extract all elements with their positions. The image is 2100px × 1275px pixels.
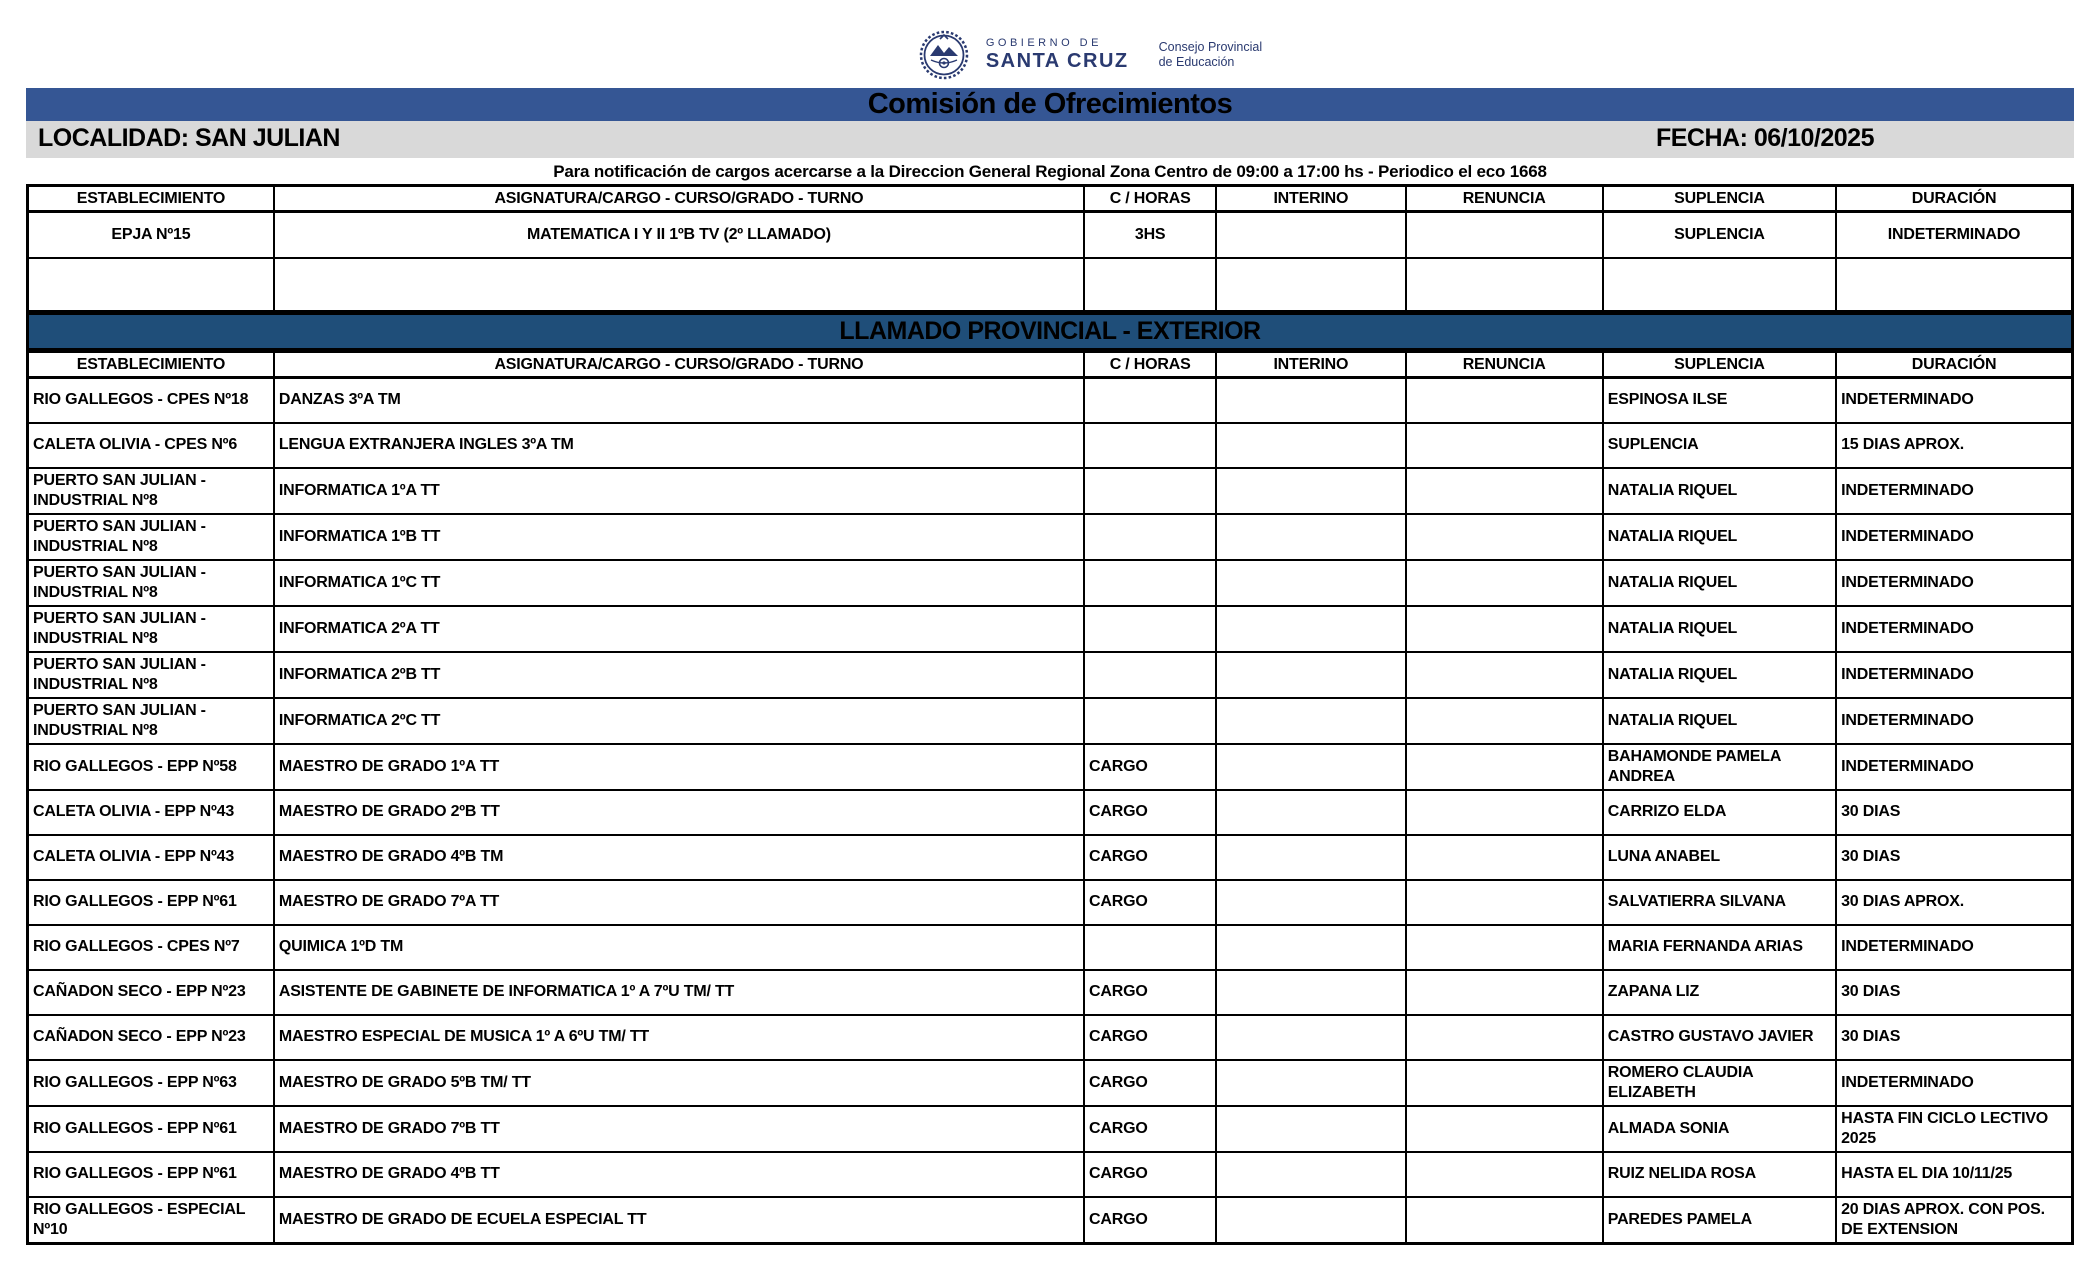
table-row [28, 652, 2073, 698]
table-cell: HASTA FIN CICLO LECTIVO 2025 [1836, 1106, 2072, 1152]
table-cell [1406, 1060, 1603, 1106]
notification-notice: Para notificación de cargos acercarse a la Direccion General Regional Zona Centro de 09:00 a 17:00 hs - Periodico el eco 1668 [553, 162, 1547, 181]
table-cell: INDETERMINADO [1836, 744, 2072, 790]
table-row [28, 560, 2073, 606]
table-cell: CARGO [1084, 1106, 1216, 1152]
table-row [28, 258, 2073, 312]
santa-cruz-label: SANTA CRUZ [985, 50, 1129, 73]
column-header: SUPLENCIA [1603, 186, 1836, 212]
table-row [28, 468, 2073, 514]
table-cell [274, 258, 1084, 312]
table-cell: NATALIA RIQUEL [1603, 514, 1836, 560]
table-cell [1216, 1015, 1405, 1060]
table-cell: INFORMATICA 2ºB TT [274, 652, 1084, 698]
table-cell: RUIZ NELIDA ROSA [1603, 1152, 1836, 1197]
table-cell: 30 DIAS [1836, 835, 2072, 880]
table-cell [1084, 258, 1216, 312]
table-cell: BAHAMONDE PAMELA ANDREA [1603, 744, 1836, 790]
table-row [28, 378, 2073, 423]
table-cell: 20 DIAS APROX. CON POS. DE EXTENSION [1836, 1197, 2072, 1244]
table-cell: INDETERMINADO [1836, 560, 2072, 606]
table-cell [1216, 1060, 1405, 1106]
table-cell [1406, 1152, 1603, 1197]
table-cell: INFORMATICA 1ºC TT [274, 560, 1084, 606]
table-cell [1216, 790, 1405, 835]
table-cell [1406, 835, 1603, 880]
table-cell: RIO GALLEGOS - CPES Nº7 [28, 925, 274, 970]
table-cell [1084, 468, 1216, 514]
table-cell [1406, 970, 1603, 1015]
table-cell: 30 DIAS [1836, 790, 2072, 835]
table-cell: INFORMATICA 2ºA TT [274, 606, 1084, 652]
table-cell: MAESTRO DE GRADO 7ºA TT [274, 880, 1084, 925]
table-cell: INDETERMINADO [1836, 925, 2072, 970]
table-cell: CARGO [1084, 1152, 1216, 1197]
table-cell [1216, 835, 1405, 880]
table-cell [1406, 790, 1603, 835]
table-cell [1603, 258, 1836, 312]
gobierno-de-label: GOBIERNO DE [985, 36, 1102, 49]
table-cell: CARGO [1084, 880, 1216, 925]
table-cell: MAESTRO DE GRADO 1ºA TT [274, 744, 1084, 790]
table-cell: NATALIA RIQUEL [1603, 606, 1836, 652]
table-cell: SUPLENCIA [1603, 212, 1836, 258]
table-cell [1084, 652, 1216, 698]
table-cell: PUERTO SAN JULIAN - INDUSTRIAL Nº8 [28, 468, 274, 514]
column-header: RENUNCIA [1406, 186, 1603, 212]
table-cell: INDETERMINADO [1836, 468, 2072, 514]
table-cell: RIO GALLEGOS - EPP Nº61 [28, 1152, 274, 1197]
table-row [28, 1015, 2073, 1060]
table-cell [1216, 970, 1405, 1015]
table-cell: MAESTRO DE GRADO 4ºB TM [274, 835, 1084, 880]
column-header: DURACIÓN [1836, 186, 2072, 212]
table-cell: INDETERMINADO [1836, 378, 2072, 423]
table-cell [1216, 744, 1405, 790]
column-header: INTERINO [1216, 352, 1405, 378]
table-cell: RIO GALLEGOS - EPP Nº63 [28, 1060, 274, 1106]
table-cell: INFORMATICA 2ºC TT [274, 698, 1084, 744]
table-cell: CARGO [1084, 1197, 1216, 1244]
section-bar [26, 313, 2074, 350]
table-cell [1216, 1152, 1405, 1197]
table-cell: PUERTO SAN JULIAN - INDUSTRIAL Nº8 [28, 606, 274, 652]
table-cell: ALMADA SONIA [1603, 1106, 1836, 1152]
table-cell: MARIA FERNANDA ARIAS [1603, 925, 1836, 970]
table-cell [1216, 1106, 1405, 1152]
table-cell: ROMERO CLAUDIA ELIZABETH [1603, 1060, 1836, 1106]
table-cell [1406, 1197, 1603, 1244]
table-cell [1406, 880, 1603, 925]
table-cell: PAREDES PAMELA [1603, 1197, 1836, 1244]
table-cell: NATALIA RIQUEL [1603, 468, 1836, 514]
table-cell: MAESTRO DE GRADO 2ºB TT [274, 790, 1084, 835]
column-header: ESTABLECIMIENTO [28, 352, 274, 378]
table-cell [1216, 560, 1405, 606]
table-cell: INDETERMINADO [1836, 212, 2072, 258]
table-cell: CAÑADON SECO - EPP Nº23 [28, 970, 274, 1015]
table-cell: RIO GALLEGOS - EPP Nº61 [28, 880, 274, 925]
table-cell: INDETERMINADO [1836, 606, 2072, 652]
table-cell [1406, 423, 1603, 468]
table-cell: ZAPANA LIZ [1603, 970, 1836, 1015]
table-cell [1216, 423, 1405, 468]
table-cell [1216, 698, 1405, 744]
table-cell: PUERTO SAN JULIAN - INDUSTRIAL Nº8 [28, 698, 274, 744]
column-header: ASIGNATURA/CARGO - CURSO/GRADO - TURNO [274, 352, 1084, 378]
table-cell: PUERTO SAN JULIAN - INDUSTRIAL Nº8 [28, 652, 274, 698]
table-cell: MAESTRO DE GRADO 5ºB TM/ TT [274, 1060, 1084, 1106]
table-cell [1406, 258, 1603, 312]
exterior-table-header-row [28, 352, 2073, 378]
table-cell: CARGO [1084, 1060, 1216, 1106]
section-title: LLAMADO PROVINCIAL - EXTERIOR [839, 317, 1261, 345]
table-cell [1406, 468, 1603, 514]
table-row [28, 925, 2073, 970]
table-row [28, 698, 2073, 744]
table-cell: NATALIA RIQUEL [1603, 652, 1836, 698]
table-cell: SUPLENCIA [1603, 423, 1836, 468]
table-cell: MAESTRO DE GRADO DE ECUELA ESPECIAL TT [274, 1197, 1084, 1244]
santa-cruz-crest-icon [918, 28, 970, 82]
column-header: INTERINO [1216, 186, 1405, 212]
table-row [28, 423, 2073, 468]
table-row [28, 514, 2073, 560]
table-cell [1216, 606, 1405, 652]
local-table-header-row [28, 186, 2073, 212]
table-cell: LUNA ANABEL [1603, 835, 1836, 880]
table-cell: EPJA Nº15 [28, 212, 274, 258]
logo-header [0, 26, 2100, 84]
table-cell: CARGO [1084, 835, 1216, 880]
table-cell: RIO GALLEGOS - CPES Nº18 [28, 378, 274, 423]
table-row [28, 790, 2073, 835]
table-row [28, 880, 2073, 925]
table-cell: NATALIA RIQUEL [1603, 560, 1836, 606]
table-cell [1216, 514, 1405, 560]
table-cell: NATALIA RIQUEL [1603, 698, 1836, 744]
column-header: RENUNCIA [1406, 352, 1603, 378]
table-cell: MAESTRO DE GRADO 4ºB TT [274, 1152, 1084, 1197]
table-cell: RIO GALLEGOS - EPP Nº58 [28, 744, 274, 790]
subheader-bar [26, 121, 2074, 158]
table-cell: 30 DIAS [1836, 970, 2072, 1015]
table-row [28, 1197, 2073, 1244]
table-cell [1406, 606, 1603, 652]
table-cell: INDETERMINADO [1836, 514, 2072, 560]
table-cell: 15 DIAS APROX. [1836, 423, 2072, 468]
table-cell [1084, 606, 1216, 652]
table-cell: HASTA EL DIA 10/11/25 [1836, 1152, 2072, 1197]
table-cell: MATEMATICA I Y II 1ºB TV (2º LLAMADO) [274, 212, 1084, 258]
table-row [28, 606, 2073, 652]
page-title: Comisión de Ofrecimientos [867, 88, 1233, 120]
column-header: DURACIÓN [1836, 352, 2072, 378]
table-cell: DANZAS 3ºA TM [274, 378, 1084, 423]
table-cell: 3HS [1084, 212, 1216, 258]
table-cell: CALETA OLIVIA - CPES Nº6 [28, 423, 274, 468]
table-cell [1216, 258, 1405, 312]
table-cell [1216, 652, 1405, 698]
table-row [28, 1152, 2073, 1197]
table-cell: CASTRO GUSTAVO JAVIER [1603, 1015, 1836, 1060]
table-cell: CARGO [1084, 790, 1216, 835]
table-cell [28, 258, 274, 312]
table-row [28, 835, 2073, 880]
table-cell [1406, 744, 1603, 790]
column-header: SUPLENCIA [1603, 352, 1836, 378]
table-cell: ASISTENTE DE GABINETE DE INFORMATICA 1º A 7ºU TM/ TT [274, 970, 1084, 1015]
table-cell [1406, 652, 1603, 698]
table-cell: CALETA OLIVIA - EPP Nº43 [28, 790, 274, 835]
column-header: ASIGNATURA/CARGO - CURSO/GRADO - TURNO [274, 186, 1084, 212]
table-cell: INFORMATICA 1ºB TT [274, 514, 1084, 560]
table-cell [1406, 1106, 1603, 1152]
table-cell [1836, 258, 2072, 312]
exterior-offers-table [26, 350, 2074, 1245]
table-cell: CARGO [1084, 970, 1216, 1015]
table-cell: CARGO [1084, 744, 1216, 790]
table-row [28, 744, 2073, 790]
table-cell [1084, 698, 1216, 744]
table-cell [1216, 212, 1405, 258]
table-cell: 30 DIAS [1836, 1015, 2072, 1060]
locality-label: LOCALIDAD: SAN JULIAN [38, 124, 340, 152]
table-cell: RIO GALLEGOS - ESPECIAL Nº10 [28, 1197, 274, 1244]
table-cell: SALVATIERRA SILVANA [1603, 880, 1836, 925]
table-cell: CALETA OLIVIA - EPP Nº43 [28, 835, 274, 880]
table-cell: LENGUA EXTRANJERA INGLES 3ºA TM [274, 423, 1084, 468]
table-cell [1406, 698, 1603, 744]
table-cell: PUERTO SAN JULIAN - INDUSTRIAL Nº8 [28, 514, 274, 560]
table-cell [1084, 514, 1216, 560]
table-cell: MAESTRO ESPECIAL DE MUSICA 1º A 6ºU TM/ TT [274, 1015, 1084, 1060]
table-cell [1406, 212, 1603, 258]
table-cell: CARRIZO ELDA [1603, 790, 1836, 835]
column-header: C / HORAS [1084, 186, 1216, 212]
date-label: FECHA: 06/10/2025 [1655, 124, 1874, 152]
local-offers-table [26, 184, 2074, 313]
document-sheet [26, 88, 2074, 1245]
table-cell: 30 DIAS APROX. [1836, 880, 2072, 925]
table-cell [1216, 1197, 1405, 1244]
table-cell [1216, 468, 1405, 514]
table-row [28, 1106, 2073, 1152]
column-header: ESTABLECIMIENTO [28, 186, 274, 212]
table-cell [1406, 925, 1603, 970]
table-cell: CAÑADON SECO - EPP Nº23 [28, 1015, 274, 1060]
consejo-provincial-label: Consejo Provincial de Educación [1158, 40, 1263, 69]
table-cell [1216, 880, 1405, 925]
table-cell [1084, 378, 1216, 423]
table-cell: INDETERMINADO [1836, 698, 2072, 744]
table-cell [1406, 378, 1603, 423]
table-cell: PUERTO SAN JULIAN - INDUSTRIAL Nº8 [28, 560, 274, 606]
table-cell [1084, 560, 1216, 606]
table-row [28, 212, 2073, 258]
table-row [28, 1060, 2073, 1106]
table-cell [1406, 560, 1603, 606]
table-row [28, 970, 2073, 1015]
table-cell: RIO GALLEGOS - EPP Nº61 [28, 1106, 274, 1152]
column-header: C / HORAS [1084, 352, 1216, 378]
title-bar [26, 88, 2074, 121]
table-cell [1406, 514, 1603, 560]
table-cell: CARGO [1084, 1015, 1216, 1060]
table-cell [1216, 925, 1405, 970]
table-cell: QUIMICA 1ºD TM [274, 925, 1084, 970]
table-cell [1084, 925, 1216, 970]
table-cell [1216, 378, 1405, 423]
government-wordmark [986, 38, 1129, 73]
table-cell: INDETERMINADO [1836, 1060, 2072, 1106]
table-cell: MAESTRO DE GRADO 7ºB TT [274, 1106, 1084, 1152]
table-cell: ESPINOSA ILSE [1603, 378, 1836, 423]
table-cell: INDETERMINADO [1836, 652, 2072, 698]
table-cell [1406, 1015, 1603, 1060]
table-cell [1084, 423, 1216, 468]
table-cell: INFORMATICA 1ºA TT [274, 468, 1084, 514]
